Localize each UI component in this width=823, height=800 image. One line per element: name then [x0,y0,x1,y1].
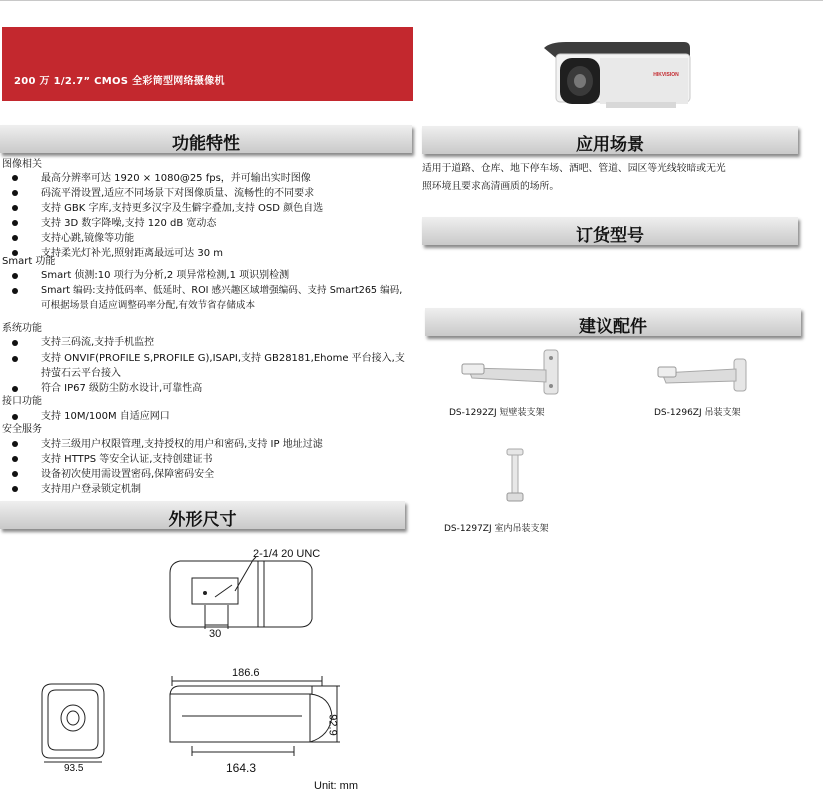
dim-30-label: 30 [209,628,222,640]
application-title: 应用场景 [576,135,644,155]
bullet-icon [12,386,18,392]
accessory-label: DS-1296ZJ 吊装支架 [654,408,741,418]
bullet-icon [12,414,18,420]
list-item: 符合 IP67 级防尘防水设计,可靠性高 [41,383,203,394]
dim-length-label: 186.6 [232,667,260,679]
bullet-icon [12,356,18,362]
accessory-item [652,355,782,423]
dimensions-header [0,501,405,529]
bottom-view-drawing [160,545,340,645]
list-item: 最高分辨率可达 1920 × 1080@25 fps，并可输出实时图像 [41,173,311,184]
group-title: 接口功能 [2,396,42,407]
bullet-icon [12,471,18,477]
bullet-icon [12,486,18,492]
bullet-icon [12,205,18,211]
accessories-title: 建议配件 [579,317,647,337]
list-item: 支持 HTTPS 等安全认证,支持创建证书 [41,454,213,465]
bullet-icon [12,190,18,196]
list-item: 支持 3D 数字降噪,支持 120 dB 宽动态 [41,218,217,229]
front-view-drawing [38,680,108,766]
list-item: 支持心跳,镜像等功能 [41,233,135,244]
list-item: 支持用户登录锁定机制 [41,484,141,495]
product-banner [2,27,413,101]
ceiling-bracket-image [495,447,535,511]
order-header [422,217,798,245]
list-item: 支持三级用户权限管理,支持授权的用户和密码,支持 IP 地址过滤 [41,439,323,450]
accessory-item [446,348,586,423]
application-line-1: 适用于道路、仓库、地下停车场、酒吧、管道、园区等光线较暗或无光 [422,163,726,174]
list-item: Smart 编码:支持低码率、低延时、ROI 感兴趣区域增强编码、支持 Smart265 编码,可根据场景自适应调整码率分配,有效节省存储成本 [41,285,403,311]
top-rule [0,0,823,1]
accessories-header [425,308,801,336]
application-line-2: 照环境且要求高清画质的场所。 [422,181,560,192]
group-title: 图像相关 [2,159,42,170]
unit-label: Unit: mm [314,780,358,792]
bullet-icon [12,340,18,346]
bullet-icon [12,441,18,447]
pendant-bracket-image [656,355,756,395]
bullet-icon [12,456,18,462]
list-item: Smart 侦测:10 项行为分析,2 项异常检测,1 项识别检测 [41,270,290,281]
features-title: 功能特性 [172,134,240,154]
wall-bracket-image [458,348,568,400]
camera-product-image [536,36,696,116]
accessory-item [443,447,583,537]
side-view-drawing [162,672,352,764]
list-item: 码流平滑设置,适应不同场景下对图像质量、流畅性的不同要求 [41,188,315,199]
bullet-icon [12,220,18,226]
features-header [0,125,412,153]
group-title: 系统功能 [2,323,42,334]
bullet-icon [12,273,18,279]
application-header [422,126,798,154]
dimensions-title: 外形尺寸 [168,510,237,530]
order-title: 订货型号 [576,226,644,246]
camera-brand-logo: HIKVISION [653,72,679,78]
bullet-icon [12,288,18,294]
bullet-icon [12,235,18,241]
group-title: Smart 功能 [2,256,56,267]
list-item: 支持 GBK 字库,支持更多汉字及生僻字叠加,支持 OSD 颜色自选 [41,203,324,214]
group-title: 安全服务 [2,424,42,435]
dim-height-label: 92.9 [326,714,339,736]
list-item: 支持 10M/100M 自适应网口 [41,411,170,422]
product-title: 200 万 1/2.7” CMOS 全彩筒型网络摄像机 [14,76,225,87]
list-item: 设备初次使用需设置密码,保障密码安全 [41,469,215,480]
accessory-label: DS-1292ZJ 短壁装支架 [449,408,545,418]
accessory-label: DS-1297ZJ 室内吊装支架 [444,524,549,534]
thread-label: 2-1/4 20 UNC [253,548,321,560]
dim-body-length-label: 164.3 [226,761,257,775]
list-item: 支持 ONVIF(PROFILE S,PROFILE G),ISAPI,支持 GB28181,Ehome 平台接入,支持萤石云平台接入 [41,353,405,379]
list-item: 支持柔光灯补光,照射距离最远可达 30 m [41,248,224,259]
bullet-icon [12,175,18,181]
list-item: 支持三码流,支持手机监控 [41,337,155,348]
dim-front-width-label: 93.5 [64,763,84,774]
